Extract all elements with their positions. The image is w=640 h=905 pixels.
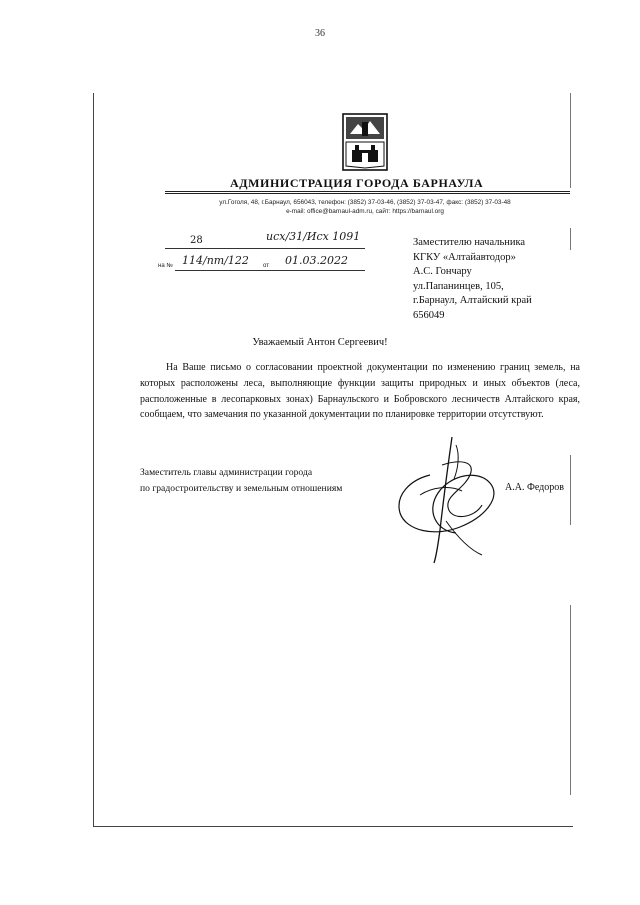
- recipient-line: ул.Папанинцев, 105,: [413, 280, 504, 292]
- greeting: Уважаемый Антон Сергеевич!: [252, 337, 388, 348]
- frame-left-border: [93, 93, 94, 827]
- signer-title-line: по градостроительству и земельным отношениям: [140, 482, 343, 494]
- contacts-line: e-mail: office@barnaul-adm.ru, сайт: https://barnaul.org: [286, 208, 444, 215]
- registration-line: [175, 270, 365, 271]
- frame-right-border: [570, 605, 571, 795]
- outgoing-number: исх/31/Исх 1091: [266, 230, 361, 243]
- signer-name: А.А. Федоров: [505, 482, 564, 493]
- signer-title-line: Заместитель главы администрации города: [140, 467, 313, 478]
- barnaul-coat-of-arms-icon: [340, 112, 390, 172]
- frame-bottom-border: [93, 826, 573, 827]
- registration-line: [165, 248, 365, 249]
- organization-address: [155, 198, 575, 216]
- letterhead-rule: [165, 191, 570, 192]
- organization-name: АДМИНИСТРАЦИЯ ГОРОДА БАРНАУЛА: [230, 176, 484, 190]
- incoming-date: 01.03.2022: [285, 254, 348, 267]
- letter-body: На Ваше письмо о согласовании проектной документации по изменению границ земель, на которых расположены леса, выполняющие функции защиты природных и иных объектов (леса, расположенные в лесопарковых зонах) Барнаульского и Бобровского лесничеств Алтайского края, сообщаем, что замечания по указанной документации по планировке территории отсутствуют.: [140, 362, 580, 421]
- recipient-line: КГКУ «Алтайавтодор»: [413, 251, 516, 263]
- page-number: 36: [315, 28, 325, 39]
- frame-right-border: [570, 455, 571, 525]
- address-line: ул.Гоголя, 48, г.Барнаул, 656043, телефон: (3852) 37-03-46, (3852) 37-03-47, факс: (3852) 37-03-48: [219, 199, 511, 206]
- signer-title: [140, 465, 420, 497]
- from-label: от: [263, 263, 269, 269]
- recipient-line: Заместителю начальника: [413, 237, 526, 248]
- recipient-block: [413, 236, 573, 324]
- handwritten-signature-icon: [390, 435, 510, 565]
- letterhead-rule: [165, 193, 570, 194]
- recipient-line: А.С. Гончару: [413, 266, 472, 278]
- incoming-number: 114/пт/122: [182, 254, 249, 267]
- reference-label: на №: [158, 263, 173, 269]
- frame-right-border: [570, 93, 571, 188]
- recipient-line: г.Барнаул, Алтайский край: [413, 295, 532, 307]
- outgoing-date: 28: [190, 235, 203, 246]
- recipient-line: 656049: [413, 309, 445, 321]
